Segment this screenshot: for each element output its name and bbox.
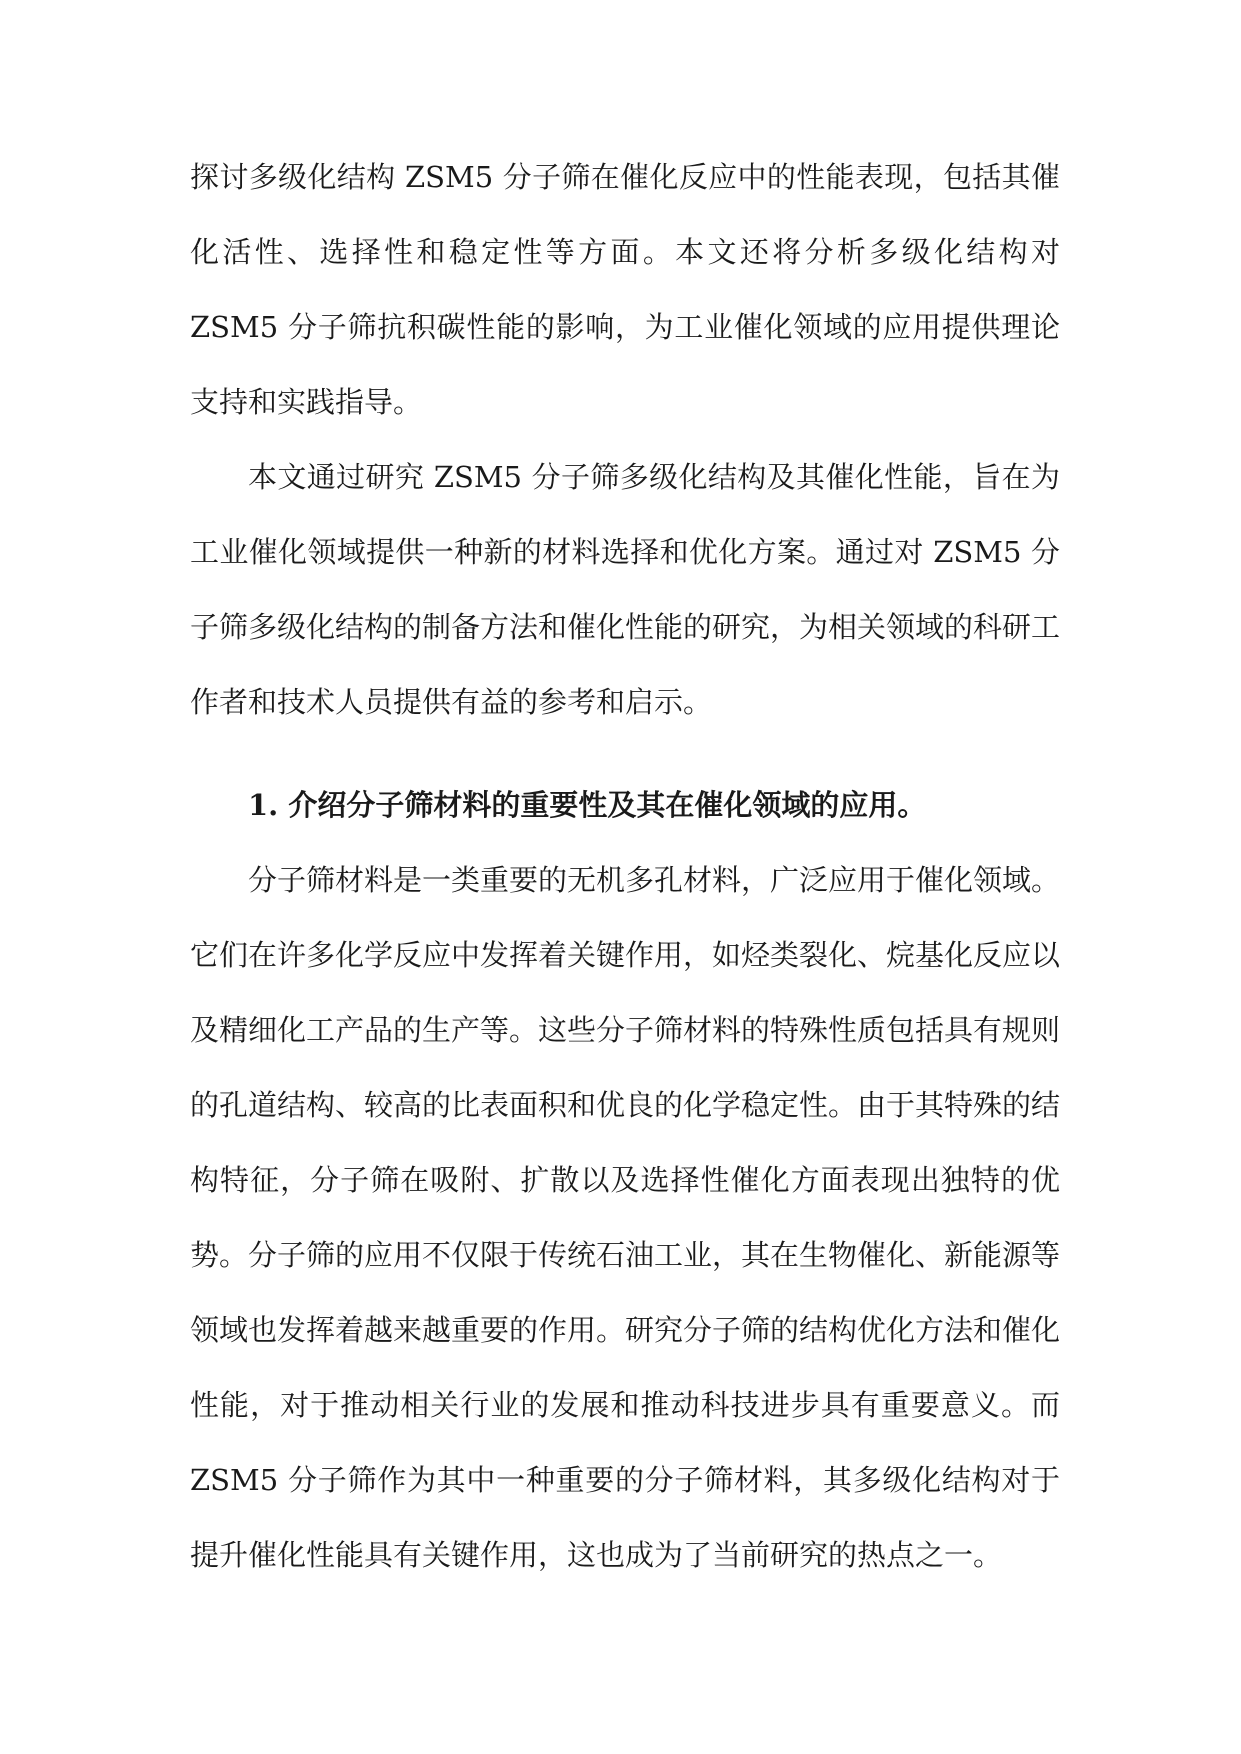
section-heading: 1. 介绍分子筛材料的重要性及其在催化领域的应用。 <box>248 788 927 822</box>
body-paragraph-summary: 本文通过研究 ZSM5 分子筛多级化结构及其催化性能，旨在为工业催化领域提供一种新的材料选择和优化方案。通过对 ZSM5 分子筛多级化结构的制备方法和催化性能的研究，为相关领域的科研工作者和技术人员提供有益的参考和启示。 <box>190 460 1061 719</box>
section-paragraph: 分子筛材料是一类重要的无机多孔材料，广泛应用于催化领域。它们在许多化学反应中发挥着关键作用，如烃类裂化、烷基化反应以及精细化工产品的生产等。这些分子筛材料的特殊性质包括具有规则的孔道结构、较高的比表面积和优良的化学稳定性。由于其特殊的结构特征，分子筛在吸附、扩散以及选择性催化方面表现出独特的优势。分子筛的应用不仅限于传统石油工业，其在生物催化、新能源等领域也发挥着越来越重要的作用。研究分子筛的结构优化方法和催化性能，对于推动相关行业的发展和推动科技进步具有重要意义。而 ZSM5 分子筛作为其中一种重要的分子筛材料，其多级化结构对于提升催化性能具有关键作用，这也成为了当前研究的热点之一。 <box>190 863 1061 1572</box>
body-paragraph-continued: 探讨多级化结构 ZSM5 分子筛在催化反应中的性能表现，包括其催化活性、选择性和稳定性等方面。本文还将分析多级化结构对 ZSM5 分子筛抗积碳性能的影响，为工业催化领域的应用提供理论支持和实践指导。 <box>190 160 1060 419</box>
document-body <box>190 140 1060 1593</box>
